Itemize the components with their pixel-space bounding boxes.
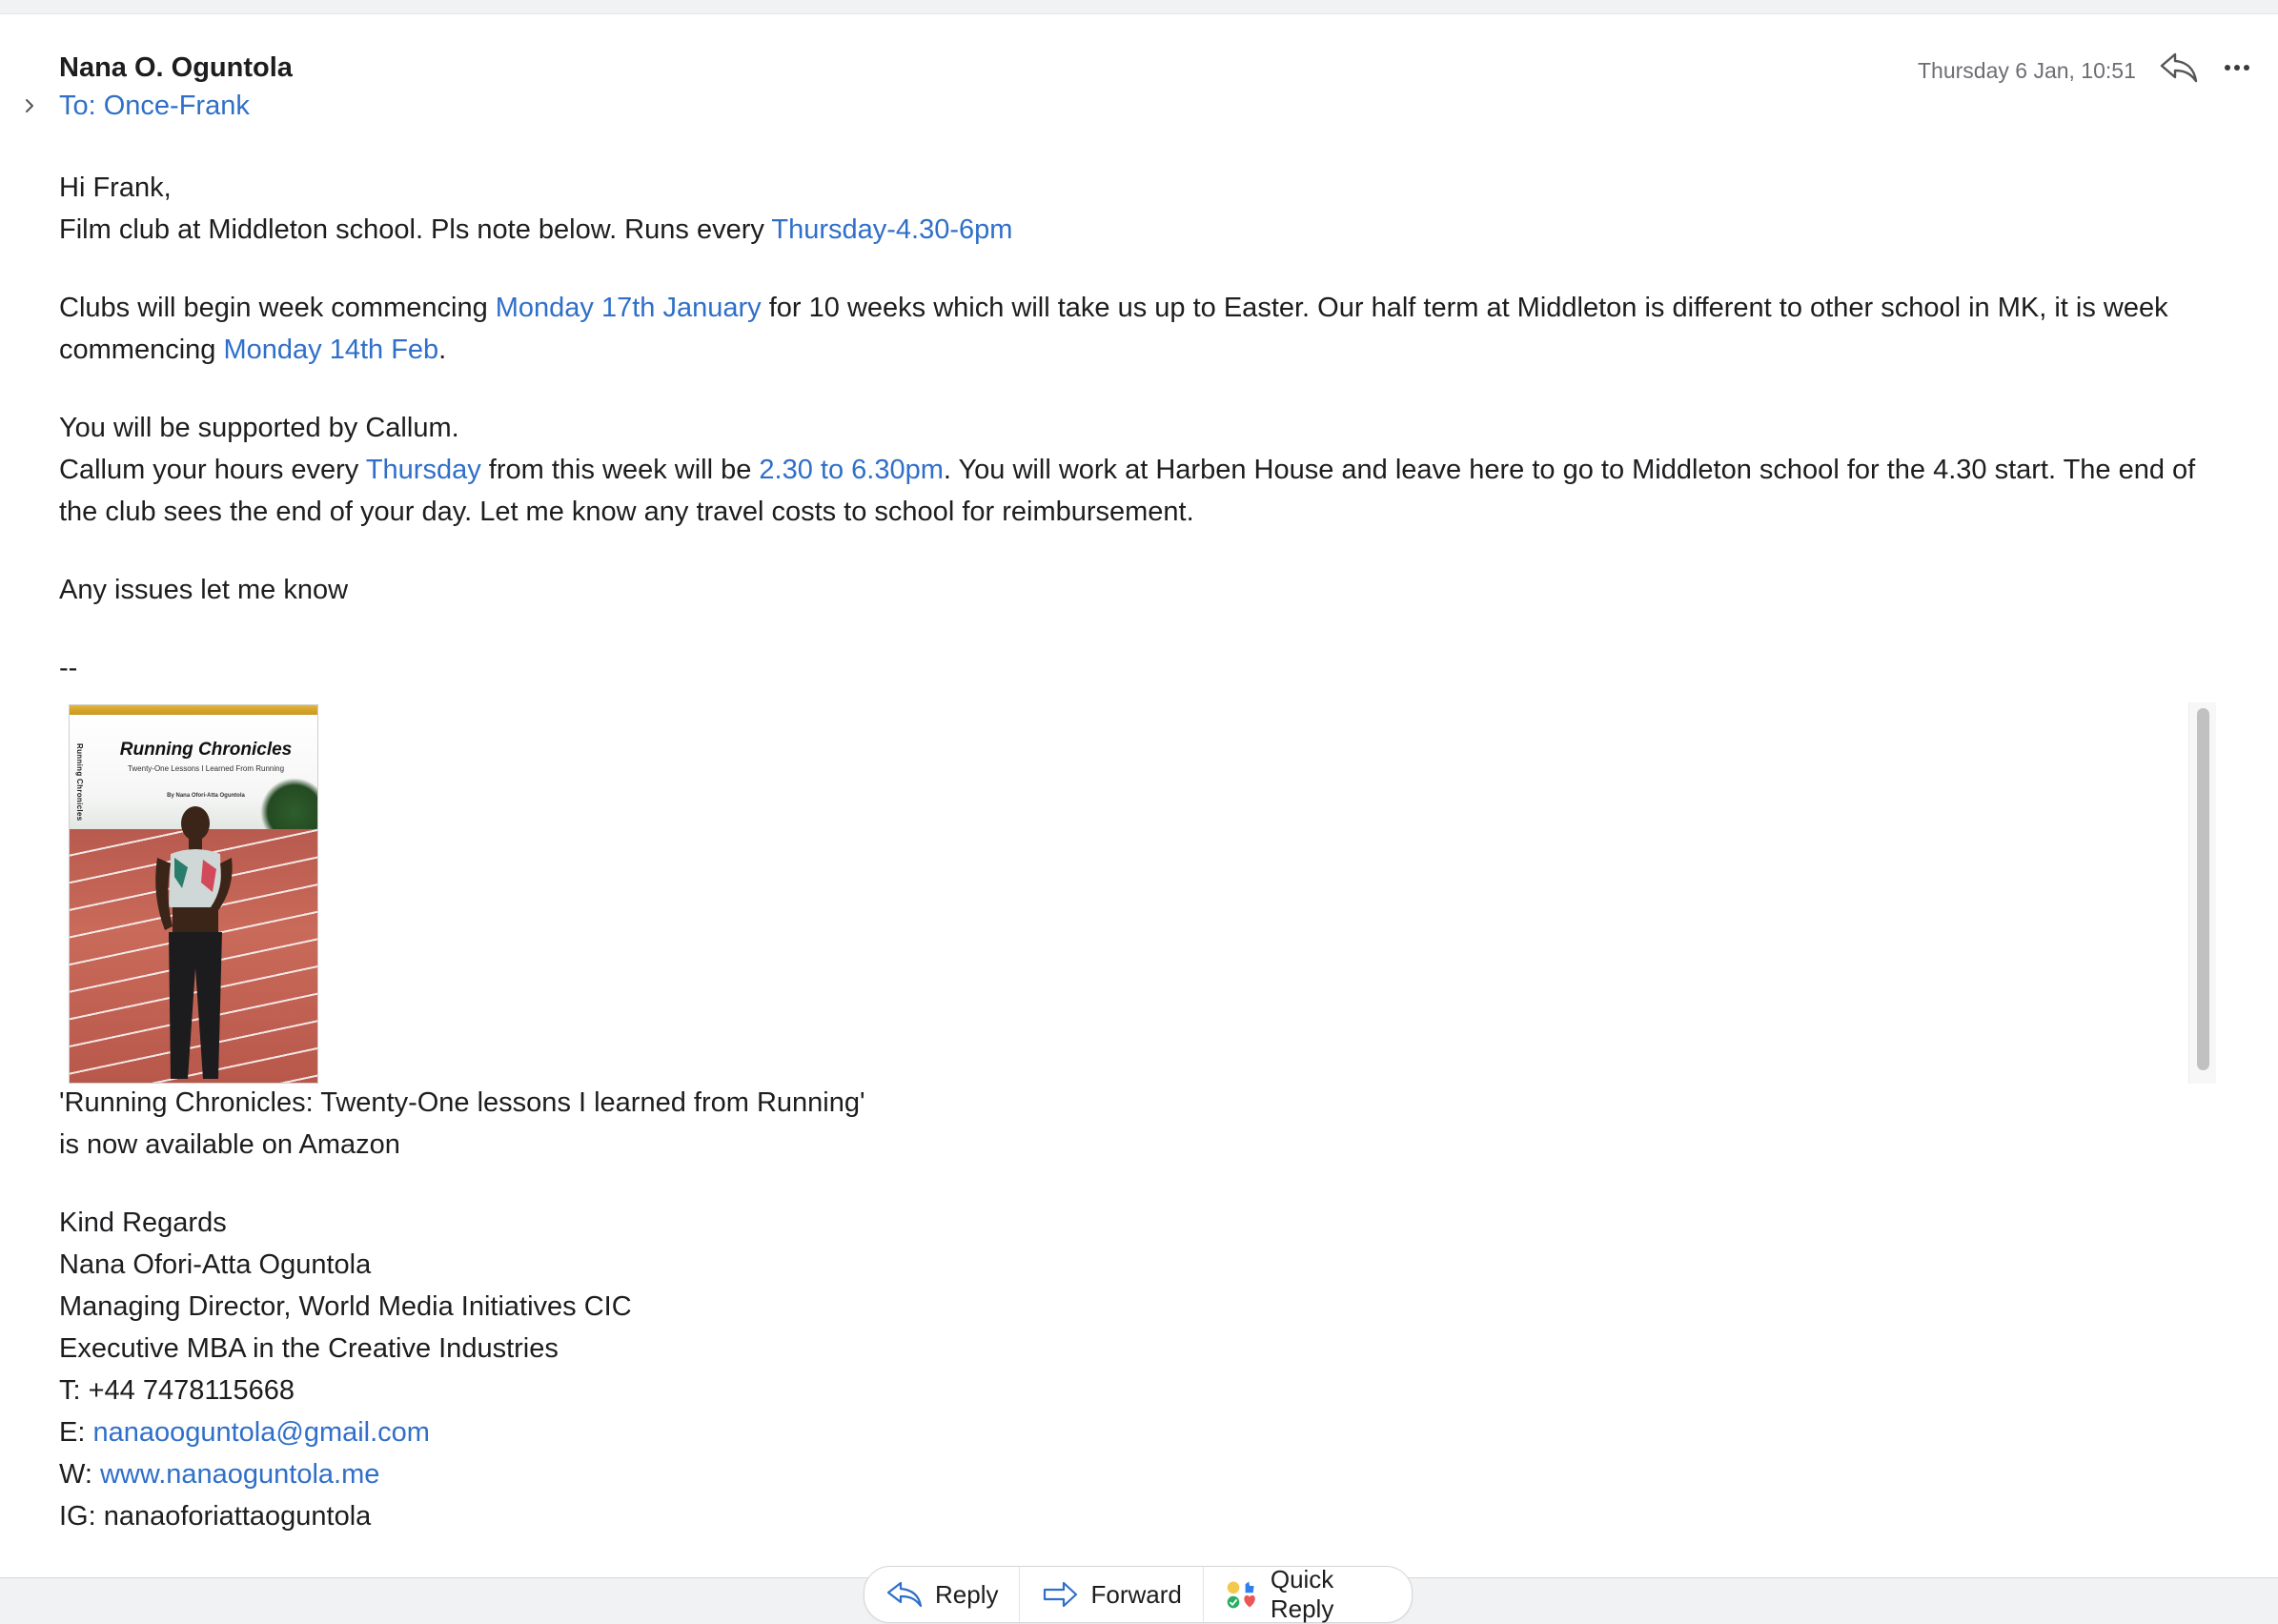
runner-figure (136, 801, 251, 1083)
date-link[interactable]: Monday 14th Feb (223, 335, 439, 365)
chevron-right-icon[interactable] (19, 92, 40, 119)
signature-degree: Executive MBA in the Creative Industries (59, 1333, 559, 1364)
signature-name: Nana Ofori-Atta Oguntola (59, 1249, 372, 1280)
signature-email-line: E: nanaooguntola@gmail.com (59, 1417, 430, 1448)
reply-label: Reply (935, 1579, 999, 1609)
scrollbar-thumb[interactable] (2197, 708, 2209, 1070)
body-paragraph: Clubs will begin week commencing Monday 17th January for 10 weeks which will take us up to Easter. Our half term at Middleton is different to other school in MK, it is week commencing Monday 14th Feb. (59, 293, 2168, 365)
greeting: Hi Frank, (59, 173, 172, 203)
message-date: Thursday 6 Jan, 10:51 (1918, 58, 2136, 83)
website-link[interactable]: www.nanaoguntola.me (99, 1459, 380, 1490)
book-promo-line: 'Running Chronicles: Twenty-One lessons I learned from Running' (59, 1087, 865, 1118)
date-link[interactable]: Monday 17th January (495, 293, 762, 323)
book-cover-image[interactable] (69, 704, 318, 1084)
attachment-scrollbar[interactable] (2188, 702, 2216, 1084)
signature-role: Managing Director, World Media Initiatives CIC (59, 1291, 632, 1322)
quick-reply-label: Quick Reply (1270, 1565, 1334, 1623)
sign-off: Kind Regards (59, 1208, 227, 1238)
quick-reply-button[interactable] (1203, 1567, 1412, 1622)
book-promo-line: is now available on Amazon (59, 1129, 400, 1160)
email-link[interactable]: nanaooguntola@gmail.com (92, 1417, 430, 1448)
time-link[interactable]: 2.30 to 6.30pm (759, 455, 944, 485)
forward-label: Forward (1090, 1579, 1182, 1609)
sender-name[interactable]: Nana O. Oguntola (59, 52, 293, 83)
quick-reply-emoji-icon (1225, 1577, 1259, 1612)
date-link[interactable]: Thursday (365, 455, 481, 485)
recipient-line[interactable]: To: Once-Frank (59, 91, 250, 121)
book-subtitle: Twenty-One Lessons I Learned From Running (127, 764, 285, 773)
message-action-bar (864, 1566, 1413, 1623)
date-link[interactable]: Thursday-4.30-6pm (771, 214, 1013, 245)
signature-web-line: W: www.nanaoguntola.me (59, 1459, 380, 1490)
email-message-card (0, 13, 2278, 1623)
book-spine-text: Running Chronicles (75, 743, 84, 822)
signature-separator: -- (59, 653, 78, 683)
message-body (59, 167, 2223, 689)
book-author: By Nana Ofori-Atta Oguntola (167, 793, 245, 799)
signature-instagram: IG: nanaoforiattaoguntola (59, 1501, 372, 1532)
reply-button[interactable] (864, 1567, 1019, 1622)
body-paragraph: Callum your hours every Thursday from this week will be 2.30 to 6.30pm. You will work at Harben House and leave here to go to Middleton school for the 4.30 start. The end of the club sees the end of your day. Let me know any travel costs to school for reimbursement. (59, 455, 2196, 527)
reply-icon (885, 1579, 924, 1610)
book-title: Running Chronicles (119, 740, 293, 760)
body-line: Film club at Middleton school. Pls note below. Runs every Thursday-4.30-6pm (59, 214, 1013, 245)
reply-icon[interactable] (2158, 49, 2200, 87)
forward-icon (1041, 1579, 1079, 1610)
signature-phone: T: +44 7478115668 (59, 1375, 295, 1406)
body-line: Any issues let me know (59, 575, 349, 605)
more-icon[interactable] (2221, 49, 2253, 87)
body-line: You will be supported by Callum. (59, 413, 459, 443)
email-signature (59, 1082, 1203, 1537)
forward-button[interactable] (1019, 1567, 1202, 1622)
